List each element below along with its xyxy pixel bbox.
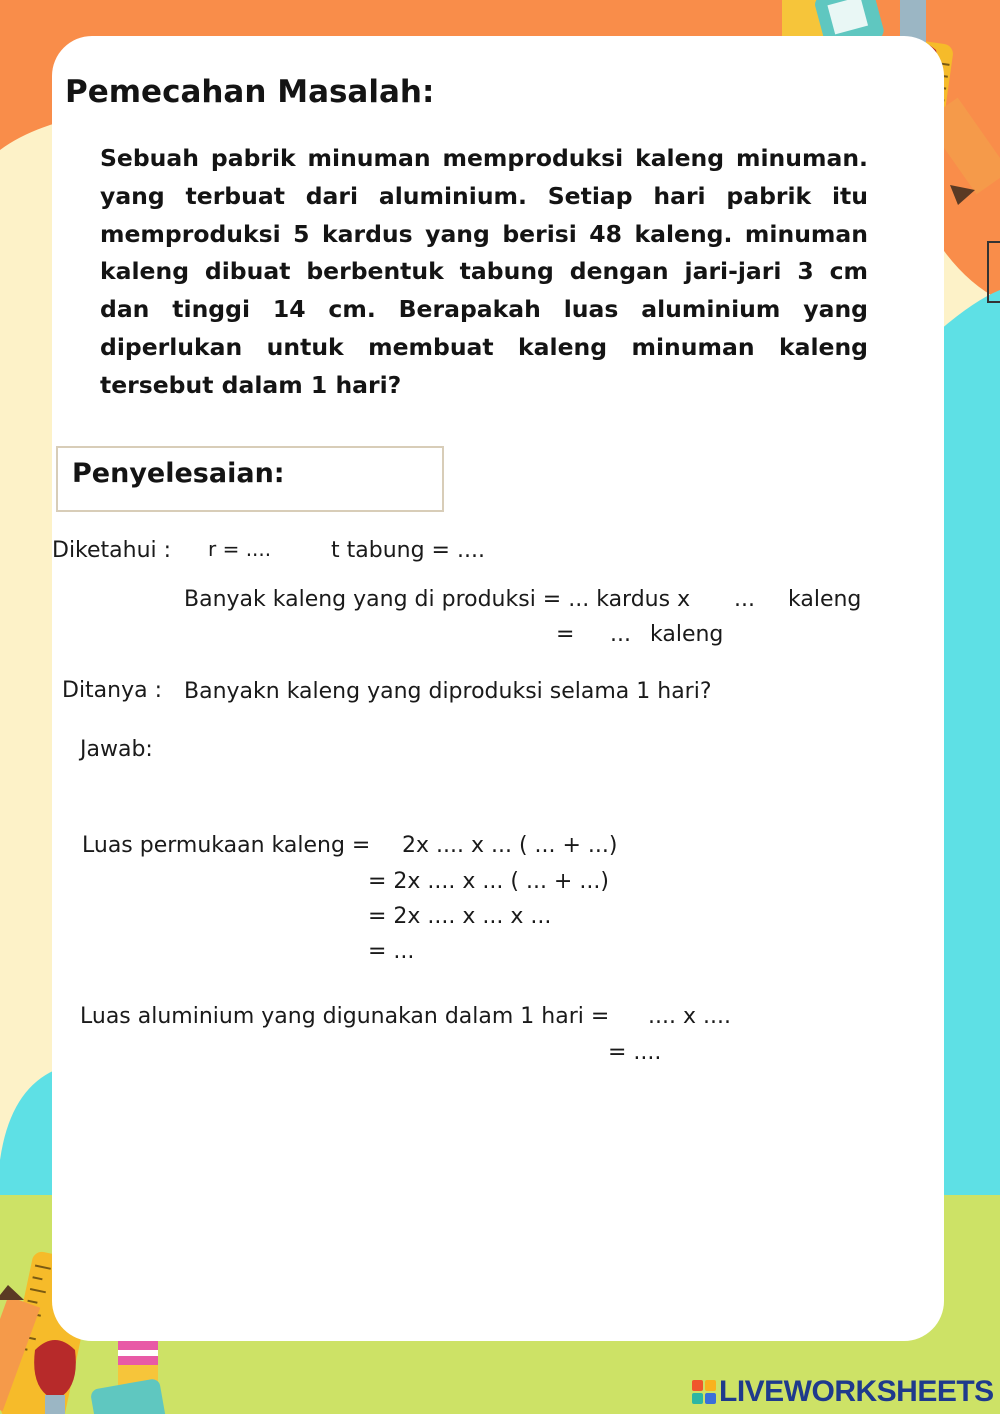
known-cans-line: Banyak kaleng yang di produksi = ... kardus x <box>184 587 691 612</box>
known-cans-result: ... <box>610 622 631 647</box>
cyan-blob-right <box>940 290 1000 1200</box>
known-cans-blank: ... <box>734 587 755 612</box>
surface-area-step4: = ... <box>368 939 415 964</box>
known-cans-unit: kaleng <box>788 587 862 612</box>
liveworksheets-logo[interactable] <box>692 1375 994 1409</box>
solution-heading: Penyelesaian: <box>72 458 285 489</box>
asked-question: Banyakn kaleng yang diproduksi selama 1 hari? <box>184 679 712 704</box>
problem-statement: Sebuah pabrik minuman memproduksi kaleng minuman. yang terbuat dari aluminium. Setiap hari pabrik itu memproduksi 5 kardus yang berisi 48 kaleng. minuman kaleng dibuat berbentuk tabung dengan jari-jari 3 cm dan tinggi 14 cm. Berapakah luas aluminium yang diperlukan untuk membuat kaleng minuman kaleng tersebut dalam 1 hari? <box>100 144 868 399</box>
known-height: t tabung = .... <box>331 538 485 563</box>
aluminium-expression: .... x .... <box>648 1004 731 1029</box>
surface-area-step3: = 2x .... x ... x ... <box>368 904 552 929</box>
liveworksheets-logo-text: LIVEWORKSHEETS <box>719 1375 994 1408</box>
liveworksheets-logo-icon <box>692 1380 716 1404</box>
page-title: Pemecahan Masalah: <box>65 74 435 110</box>
surface-area-label: Luas permukaan kaleng = <box>82 833 371 858</box>
aluminium-result: = .... <box>608 1040 662 1065</box>
surface-area-step2: = 2x .... x ... ( ... + ...) <box>368 869 609 894</box>
answer-label: Jawab: <box>80 737 153 762</box>
surface-area-step1: 2x .... x ... ( ... + ...) <box>402 833 618 858</box>
known-cans-result-unit: kaleng <box>650 622 724 647</box>
known-cans-equals: = <box>556 622 575 647</box>
known-radius: r = .... <box>208 537 272 561</box>
known-label: Diketahui : <box>52 538 172 563</box>
aluminium-label: Luas aluminium yang digunakan dalam 1 hari = <box>80 1004 610 1029</box>
asked-label: Ditanya : <box>62 678 163 703</box>
